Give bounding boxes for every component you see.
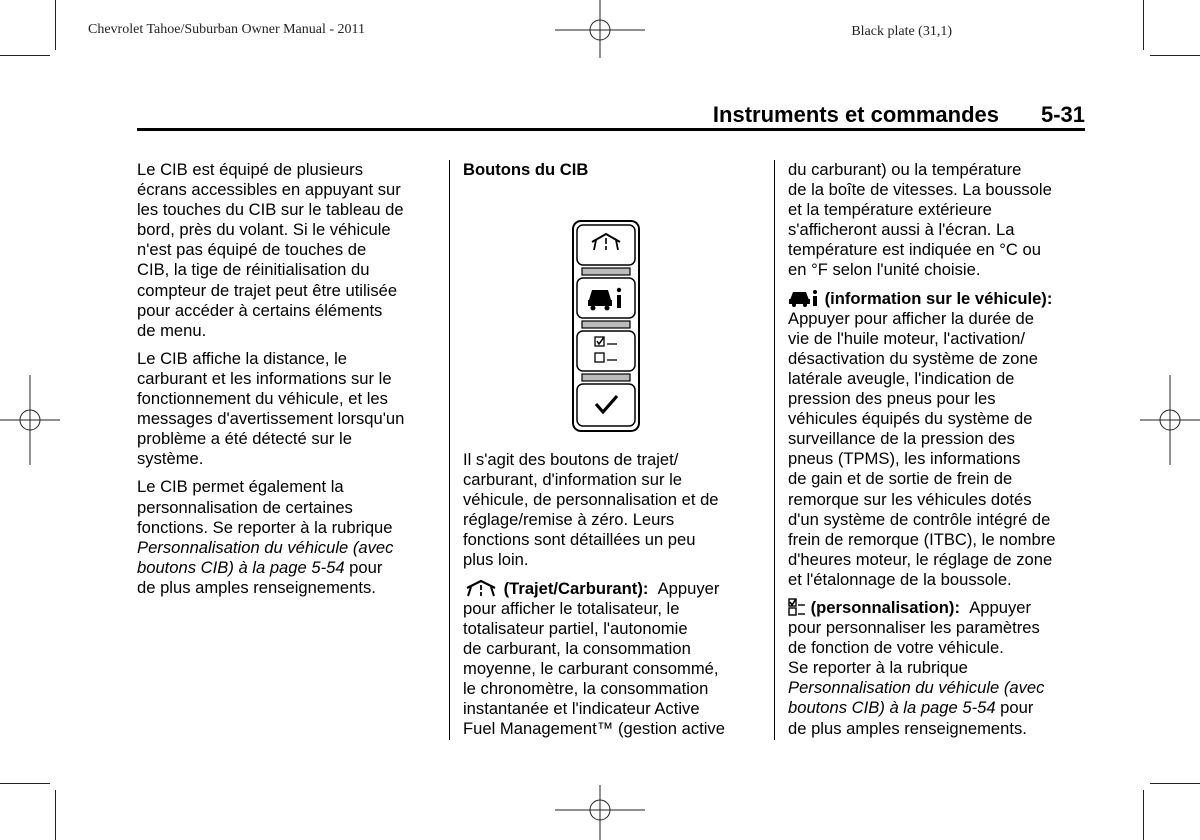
text-line: en °F selon l'unité choisie.: [788, 260, 981, 280]
cross-reference-link[interactable]: Personnalisation du véhicule (avec: [788, 678, 1045, 698]
text-line: messages d'avertissement lorsqu'un: [137, 409, 405, 429]
text-line: de plus amples renseignements.: [137, 577, 376, 597]
text-line: Appuyer pour afficher la durée de: [788, 308, 1034, 328]
text-line: latérale aveugle, l'indication de: [788, 368, 1015, 388]
text-line: Se reporter à la rubrique: [788, 658, 968, 678]
print-header-title: Chevrolet Tahoe/Suburban Owner Manual - 2011: [88, 22, 366, 37]
text-line: problème a été détecté sur le: [137, 429, 352, 449]
text-line: moyenne, le carburant consommé,: [463, 658, 719, 678]
text-line: Le CIB affiche la distance, le: [137, 348, 348, 368]
text-line: fonctions. Se reporter à la rubrique: [137, 517, 393, 537]
text-line: pour personnaliser les paramètres: [788, 618, 1040, 638]
text-line: pour accéder à certains éléments: [137, 300, 383, 320]
column-divider-1: [449, 160, 450, 740]
text-line: CIB, la tige de réinitialisation du: [137, 260, 370, 280]
cross-reference-link[interactable]: boutons CIB) à la page 5-54: [788, 698, 996, 718]
text-line: de menu.: [137, 320, 207, 340]
customization-button: [577, 331, 635, 371]
cib-button-panel-illustration: [572, 220, 640, 432]
cross-reference-link[interactable]: boutons CIB) à la page 5-54: [137, 557, 345, 577]
text-line: réglage/remise à zéro. Leurs: [463, 510, 675, 530]
text-line: et l'étalonnage de la boussole.: [788, 569, 1012, 589]
paragraph-customization: [788, 598, 1088, 739]
column-2-text: [463, 450, 763, 747]
button-divider: [582, 374, 630, 381]
text-line: véhicule, de personnalisation et de: [463, 490, 719, 510]
text-line: Le CIB est équipé de plusieurs: [137, 160, 364, 179]
column-3: [788, 160, 1088, 747]
text-line: d'heures moteur, le réglage de zone: [788, 549, 1053, 569]
text-line: fonctionnement du véhicule, et les: [137, 389, 388, 409]
text-line: compteur de trajet peut être utilisée: [137, 280, 398, 300]
text-line: de carburant, la consommation: [463, 638, 691, 658]
text-line: de plus amples renseignements.: [788, 718, 1027, 738]
registration-mark-top: [555, 0, 645, 60]
text-line: fonctions sont détaillées un peu: [463, 530, 696, 550]
text-line: système.: [137, 449, 204, 469]
text-line: Il s'agit des boutons de trajet/: [463, 450, 679, 469]
text-line: température est indiquée en °C ou: [788, 240, 1041, 260]
text-line: instantanée et l'indicateur Active: [463, 699, 700, 719]
set-reset-button: [577, 384, 635, 426]
text-line: les touches du CIB sur le tableau de: [137, 200, 404, 220]
cib-buttons-heading: Boutons du CIB: [463, 160, 589, 179]
text-fragment: pour: [344, 557, 383, 577]
text-fragment: pour: [995, 698, 1034, 718]
paragraph-intro: [137, 160, 437, 341]
text-line: du carburant) ou la température: [788, 160, 1022, 179]
paragraph-buttons: [463, 450, 763, 571]
vehicle-info-icon: [788, 289, 820, 307]
text-line: de la boîte de vitesses. La boussole: [788, 180, 1052, 200]
text-line: frein de remorque (ITBC), le nombre: [788, 529, 1056, 549]
text-line: n'est pas équipé de touches de: [137, 240, 367, 260]
text-line: carburant et les informations sur le: [137, 368, 392, 388]
text-line: pneus (TPMS), les informations: [788, 449, 1021, 469]
text-line: d'un système de contrôle intégré de: [788, 509, 1051, 529]
text-line: pour afficher le totalisateur, le: [463, 598, 680, 618]
text-line: écrans accessibles en appuyant sur: [137, 180, 401, 200]
column-1: [137, 160, 437, 606]
print-header-plate: Black plate (31,1): [851, 24, 952, 39]
paragraph-personalization: [137, 477, 437, 598]
paragraph-display: [137, 349, 437, 470]
customization-icon: [788, 598, 806, 616]
button-divider: [582, 268, 630, 275]
text-line: carburant, d'information sur le: [463, 470, 682, 490]
paragraph-continued: [788, 160, 1088, 281]
text-line: totalisateur partiel, l'autonomie: [463, 618, 688, 638]
text-line: de fonction de votre véhicule.: [788, 638, 1004, 658]
text-line: plus loin.: [463, 550, 529, 570]
section-title: Instruments et commandes: [712, 102, 999, 127]
text-line: personnalisation de certaines: [137, 497, 353, 517]
text-fragment: Appuyer: [969, 597, 1032, 617]
page-number: 5-31: [1040, 102, 1085, 127]
registration-mark-left: [0, 375, 60, 465]
vehicle-info-label: (information sur le véhicule):: [824, 288, 1053, 308]
text-line: surveillance de la pression des: [788, 429, 1015, 449]
text-line: et la température extérieure: [788, 200, 992, 220]
button-divider: [582, 321, 630, 328]
text-line: remorque sur les véhicules dotés: [788, 489, 1032, 509]
paragraph-vehicle-info: [788, 289, 1088, 590]
cross-reference-link[interactable]: Personnalisation du véhicule (avec: [137, 537, 394, 557]
trip-fuel-button: [577, 225, 635, 265]
text-line: Fuel Management™ (gestion active: [463, 719, 725, 739]
column-divider-2: [774, 160, 775, 740]
section-header: [137, 100, 1085, 132]
customization-label: (personnalisation):: [810, 597, 960, 617]
text-line: de gain et de sortie de frein de: [788, 469, 1013, 489]
text-line: vie de l'huile moteur, l'activation/: [788, 328, 1025, 348]
text-line: pression des pneus pour les: [788, 389, 996, 409]
column-2: [463, 160, 763, 188]
text-line: s'afficheront aussi à l'écran. La: [788, 220, 1015, 240]
text-line: véhicules équipés du système de: [788, 409, 1033, 429]
vehicle-info-button: [577, 278, 635, 318]
header-rule: [137, 128, 1085, 131]
registration-mark-right: [1140, 375, 1200, 465]
text-line: désactivation du système de zone: [788, 348, 1038, 368]
text-line: bord, près du volant. Si le véhicule: [137, 220, 391, 240]
trip-fuel-icon: [463, 579, 499, 597]
text-line: le chronomètre, la consommation: [463, 679, 709, 699]
text-fragment: Appuyer: [657, 578, 720, 598]
trip-fuel-label: (Trajet/Carburant):: [503, 578, 649, 598]
registration-mark-bottom: [555, 785, 645, 840]
paragraph-trip-fuel: [463, 579, 763, 740]
text-line: Le CIB permet également la: [137, 477, 344, 497]
